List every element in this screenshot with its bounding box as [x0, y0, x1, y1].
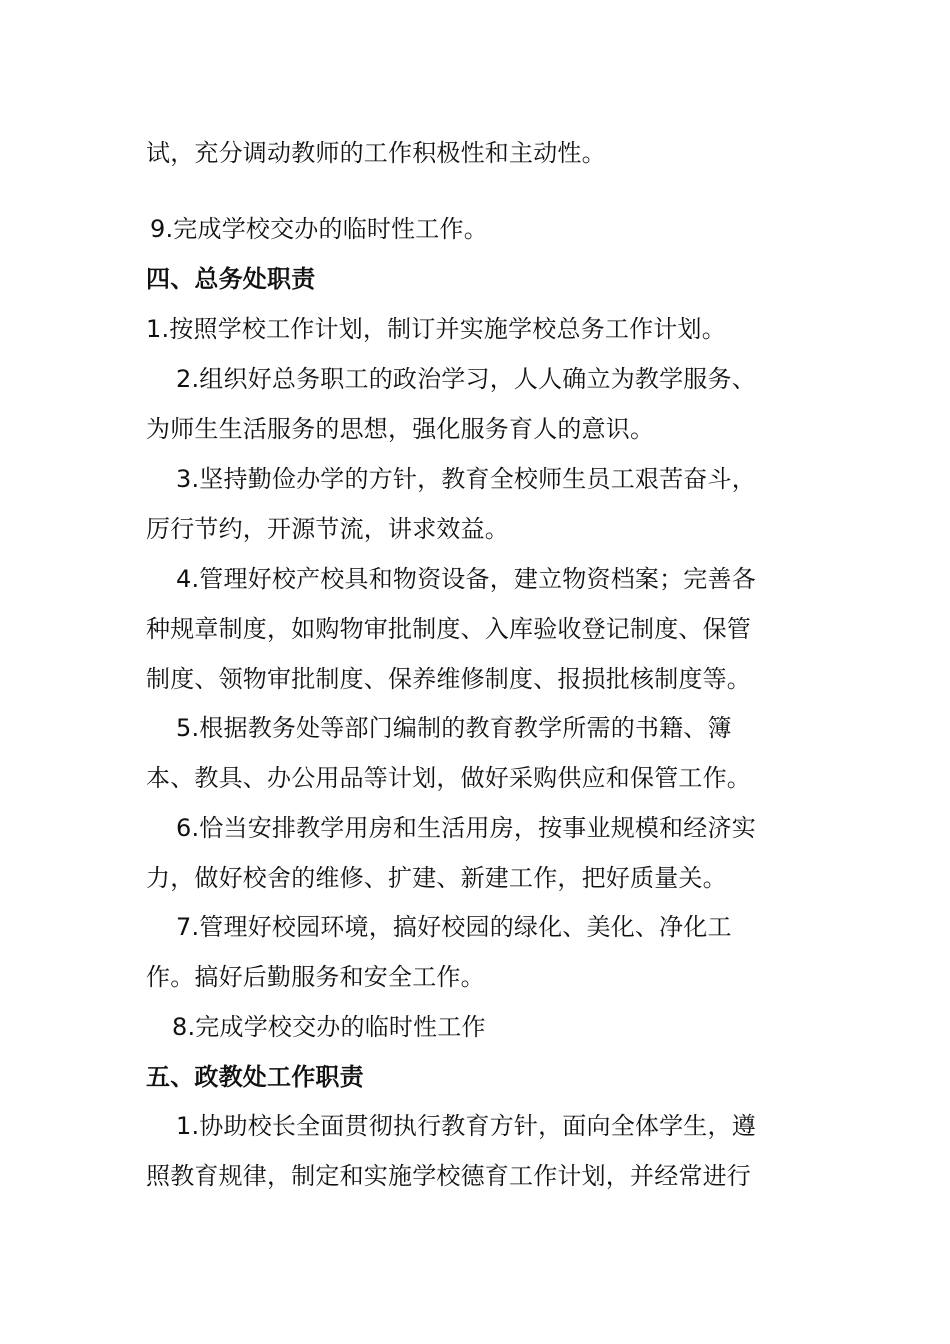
text-line: 5.根据教务处等部门编制的教育教学所需的书籍、簿	[176, 714, 732, 742]
text-line: 9.完成学校交办的临时性工作。	[150, 215, 488, 243]
text-line: 6.恰当安排教学用房和生活用房，按事业规模和经济实	[176, 814, 756, 842]
text-line: 3.坚持勤俭办学的方针，教育全校师生员工艰苦奋斗，	[176, 465, 756, 493]
section-heading: 五、政教处工作职责	[146, 1063, 364, 1091]
text-line: 厉行节约，开源节流，讲求效益。	[146, 515, 509, 543]
text-line: 4.管理好校产校具和物资设备，建立物资档案；完善各	[176, 565, 756, 593]
text-line: 力，做好校舍的维修、扩建、新建工作，把好质量关。	[146, 864, 727, 892]
text-line: 1.协助校长全面贯彻执行教育方针，面向全体学生，遵	[176, 1112, 756, 1140]
text-line: 1.按照学校工作计划，制订并实施学校总务工作计划。	[146, 315, 726, 343]
text-line: 照教育规律，制定和实施学校德育工作计划，并经常进行	[146, 1162, 751, 1190]
text-line: 为师生生活服务的思想，强化服务育人的意识。	[146, 415, 655, 443]
text-line: 试，充分调动教师的工作积极性和主动性。	[146, 139, 606, 167]
text-line: 制度、领物审批制度、保养维修制度、报损批核制度等。	[146, 665, 751, 693]
text-line: 种规章制度，如购物审批制度、入库验收登记制度、保管	[146, 615, 751, 643]
text-line: 7.管理好校园环境，搞好校园的绿化、美化、净化工	[176, 913, 732, 941]
text-line: 8.完成学校交办的临时性工作	[172, 1013, 486, 1041]
section-heading: 四、总务处职责	[146, 265, 316, 293]
text-line: 作。搞好后勤服务和安全工作。	[146, 963, 485, 991]
text-line: 2.组织好总务职工的政治学习，人人确立为教学服务、	[176, 365, 756, 393]
text-line: 本、教具、办公用品等计划，做好采购供应和保管工作。	[146, 764, 751, 792]
